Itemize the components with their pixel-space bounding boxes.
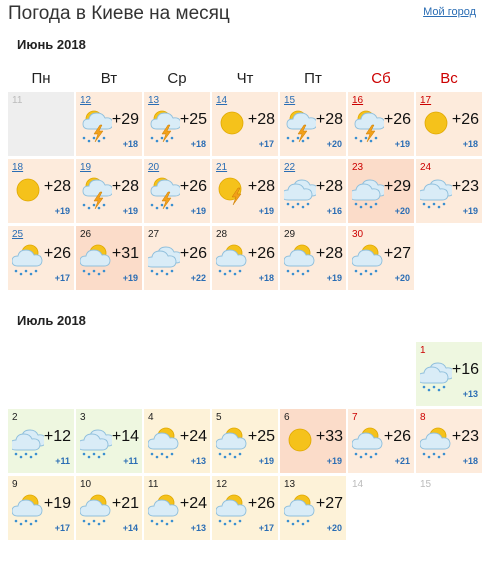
empty-cell: [76, 342, 142, 406]
temp-min: +13: [190, 456, 206, 466]
temp-min: +19: [326, 273, 342, 283]
temp-min: +18: [190, 139, 206, 149]
temp-max: +28: [247, 111, 275, 128]
sun-icon: [216, 109, 248, 143]
temp-max: +12: [43, 428, 71, 445]
day-cell[interactable]: [348, 409, 414, 473]
day-number: 21: [216, 162, 228, 173]
temp-min: +16: [326, 206, 342, 216]
temp-min: +11: [123, 456, 138, 466]
temp-max: +31: [111, 245, 139, 262]
sun-cloud-rain-icon: [284, 493, 316, 527]
day-cell[interactable]: [280, 159, 346, 223]
day-number: 15: [284, 95, 296, 106]
temp-min: +19: [190, 206, 206, 216]
sun-icon: [284, 426, 316, 460]
day-cell[interactable]: [144, 226, 210, 290]
weekday-label: Пн: [31, 70, 51, 87]
empty-cell: [212, 342, 278, 406]
cloud-rain-icon: [80, 426, 112, 460]
temp-min: +19: [122, 206, 138, 216]
empty-cell: [348, 342, 414, 406]
day-number: 16: [352, 95, 364, 106]
day-cell[interactable]: [144, 92, 210, 156]
day-number: 22: [284, 162, 296, 173]
day-cell[interactable]: [76, 476, 142, 540]
temp-max: +23: [451, 178, 479, 195]
day-cell[interactable]: [76, 159, 142, 223]
day-number: 17: [420, 95, 432, 106]
day-cell[interactable]: [144, 159, 210, 223]
temp-max: +29: [111, 111, 139, 128]
day-cell[interactable]: [280, 409, 346, 473]
day-number: 14: [216, 95, 228, 106]
temp-max: +25: [247, 428, 275, 445]
empty-cell: [144, 342, 210, 406]
day-number: 25: [12, 229, 24, 240]
day-cell[interactable]: [348, 92, 414, 156]
temp-max: +23: [451, 428, 479, 445]
temp-max: +19: [43, 495, 71, 512]
day-number: 4: [148, 412, 154, 423]
temp-min: +19: [326, 456, 342, 466]
temp-min: +13: [462, 389, 478, 399]
sun-icon: [420, 109, 452, 143]
day-number: 11: [148, 479, 159, 490]
temp-max: +26: [247, 495, 275, 512]
empty-cell: [8, 342, 74, 406]
sun-cloud-rain-icon: [216, 426, 248, 460]
day-cell[interactable]: [416, 92, 482, 156]
day-cell[interactable]: [8, 409, 74, 473]
thunderstorm-icon: [148, 176, 180, 210]
my-city-link[interactable]: Мой город: [423, 6, 476, 18]
sun-thunder-icon: [216, 176, 248, 210]
day-cell[interactable]: [416, 342, 482, 406]
temp-max: +25: [179, 111, 207, 128]
day-number: 30: [352, 229, 364, 240]
thunderstorm-icon: [352, 109, 384, 143]
header: [8, 0, 484, 30]
weekday-label: Ср: [167, 70, 187, 87]
cloud-rain-icon: [420, 176, 452, 210]
day-cell[interactable]: [8, 92, 74, 156]
sun-cloud-rain-icon: [148, 426, 180, 460]
cloud-rain-icon: [148, 243, 180, 277]
temp-max: +33: [315, 428, 343, 445]
temp-min: +19: [258, 206, 274, 216]
temp-min: +11: [55, 456, 70, 466]
day-cell[interactable]: [348, 159, 414, 223]
sun-cloud-rain-icon: [12, 493, 44, 527]
temp-min: +20: [394, 206, 410, 216]
day-cell[interactable]: [348, 476, 414, 540]
temp-min: +20: [326, 523, 342, 533]
day-cell[interactable]: [280, 476, 346, 540]
day-number: 14: [352, 479, 364, 490]
day-cell[interactable]: [8, 159, 74, 223]
page-title: Погода в Киеве на месяц: [8, 3, 230, 24]
temp-min: +18: [258, 273, 274, 283]
temp-min: +21: [394, 456, 410, 466]
temp-max: +28: [43, 178, 71, 195]
weekday-label: Пт: [304, 70, 322, 87]
day-cell[interactable]: [8, 226, 74, 290]
day-cell[interactable]: [212, 92, 278, 156]
sun-cloud-rain-icon: [12, 243, 44, 277]
thunderstorm-icon: [80, 176, 112, 210]
day-cell[interactable]: [76, 409, 142, 473]
day-number: 23: [352, 162, 364, 173]
sun-icon: [12, 176, 44, 210]
sun-cloud-rain-icon: [352, 243, 384, 277]
temp-min: +19: [462, 206, 478, 216]
day-number: 20: [148, 162, 160, 173]
temp-max: +29: [383, 178, 411, 195]
day-number: 28: [216, 229, 228, 240]
day-number: 7: [352, 412, 358, 423]
sun-cloud-rain-icon: [284, 243, 316, 277]
day-number: 12: [216, 479, 228, 490]
temp-max: +28: [247, 178, 275, 195]
temp-min: +17: [258, 139, 274, 149]
sun-cloud-rain-icon: [216, 243, 248, 277]
temp-max: +27: [315, 495, 343, 512]
temp-max: +14: [111, 428, 139, 445]
empty-cell: [280, 342, 346, 406]
cloud-rain-icon: [12, 426, 44, 460]
temp-min: +18: [462, 139, 478, 149]
cloud-rain-icon: [420, 359, 452, 393]
temp-max: +26: [179, 245, 207, 262]
temp-max: +26: [43, 245, 71, 262]
day-cell[interactable]: [76, 226, 142, 290]
temp-min: +17: [258, 523, 274, 533]
sun-cloud-rain-icon: [80, 493, 112, 527]
day-cell[interactable]: [144, 476, 210, 540]
month-title-june: Июнь 2018: [17, 37, 86, 52]
sun-cloud-rain-icon: [80, 243, 112, 277]
temp-max: +28: [315, 111, 343, 128]
day-number: 2: [12, 412, 18, 423]
day-number: 3: [80, 412, 86, 423]
temp-max: +26: [179, 178, 207, 195]
day-number: 13: [284, 479, 296, 490]
cloud-rain-icon: [352, 176, 384, 210]
day-cell[interactable]: [280, 92, 346, 156]
day-number: 1: [420, 345, 426, 356]
temp-min: +14: [122, 523, 138, 533]
temp-max: +28: [315, 178, 343, 195]
day-number: 27: [148, 229, 160, 240]
thunderstorm-icon: [80, 109, 112, 143]
temp-max: +28: [111, 178, 139, 195]
month-title-july: Июль 2018: [17, 313, 86, 328]
sun-cloud-rain-icon: [216, 493, 248, 527]
temp-min: +13: [190, 523, 206, 533]
temp-max: +26: [247, 245, 275, 262]
cloud-rain-icon: [284, 176, 316, 210]
day-number: 24: [420, 162, 432, 173]
day-number: 11: [12, 95, 23, 106]
day-number: 29: [284, 229, 296, 240]
day-number: 8: [420, 412, 426, 423]
day-number: 6: [284, 412, 290, 423]
temp-max: +24: [179, 495, 207, 512]
day-cell[interactable]: [76, 92, 142, 156]
weekday-label: Вс: [440, 70, 458, 87]
temp-max: +27: [383, 245, 411, 262]
day-cell[interactable]: [416, 476, 482, 540]
day-number: 19: [80, 162, 92, 173]
temp-min: +18: [462, 456, 478, 466]
day-cell[interactable]: [212, 159, 278, 223]
thunderstorm-icon: [148, 109, 180, 143]
day-number: 18: [12, 162, 24, 173]
day-cell[interactable]: [212, 226, 278, 290]
weekday-header: [8, 70, 484, 92]
temp-min: +19: [54, 206, 70, 216]
weekday-label: Сб: [371, 70, 391, 87]
day-cell[interactable]: [416, 159, 482, 223]
day-number: 10: [80, 479, 92, 490]
empty-cell: [416, 226, 482, 290]
day-number: 9: [12, 479, 18, 490]
temp-min: +20: [394, 273, 410, 283]
day-number: 13: [148, 95, 160, 106]
day-number: 26: [80, 229, 92, 240]
sun-cloud-rain-icon: [352, 426, 384, 460]
weekday-label: Вт: [100, 70, 118, 87]
temp-max: +26: [451, 111, 479, 128]
day-number: 12: [80, 95, 92, 106]
day-number: 15: [420, 479, 432, 490]
temp-min: +17: [54, 523, 70, 533]
day-cell[interactable]: [416, 409, 482, 473]
temp-min: +20: [326, 139, 342, 149]
weekday-label: Чт: [236, 70, 254, 87]
temp-min: +22: [190, 273, 206, 283]
day-cell[interactable]: [212, 476, 278, 540]
day-cell[interactable]: [348, 226, 414, 290]
temp-max: +16: [451, 361, 479, 378]
day-cell[interactable]: [212, 409, 278, 473]
day-cell[interactable]: [144, 409, 210, 473]
day-cell[interactable]: [280, 226, 346, 290]
day-number: 5: [216, 412, 222, 423]
temp-min: +18: [122, 139, 138, 149]
temp-max: +28: [315, 245, 343, 262]
temp-min: +19: [258, 456, 274, 466]
temp-max: +21: [111, 495, 139, 512]
sun-cloud-rain-icon: [148, 493, 180, 527]
temp-min: +19: [122, 273, 138, 283]
thunderstorm-icon: [284, 109, 316, 143]
temp-max: +26: [383, 428, 411, 445]
temp-max: +26: [383, 111, 411, 128]
sun-cloud-rain-icon: [420, 426, 452, 460]
temp-max: +24: [179, 428, 207, 445]
temp-min: +17: [54, 273, 70, 283]
day-cell[interactable]: [8, 476, 74, 540]
temp-min: +19: [394, 139, 410, 149]
